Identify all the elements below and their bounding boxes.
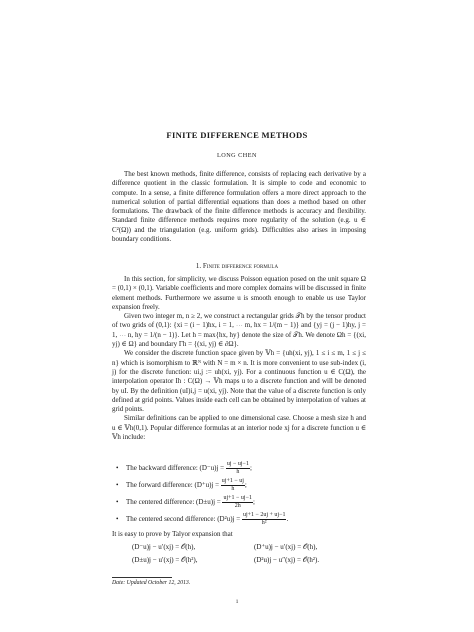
fraction: $\frac{uj+1 - uj}{h}$: [221, 478, 244, 492]
estimate-forward: (D⁺u)j − u′(xj) = 𝒪(h),: [254, 543, 318, 551]
intro-paragraph: The best known methods, finite difference, consists of replacing each derivative by a difference quotient in the classic formulation. It is simple to code and economic to compute. In a sense, a finite difference formulation offers a more direct approach to the numerical solution of partial differential equations than does a method based on other formulations. The drawback of the finite difference methods is accuracy and flexibility. Standard finite difference methods requires more regularity of the solution (e.g. u ∈ C²(Ω)) and the triangulation (e.g. uniform grids). Difficulties also arises in imposing boundary conditions.: [112, 170, 366, 244]
bullet-backward-difference: • The backward difference: (D⁻u)j = $\frac{uj - uj-1}{h}$ ;: [116, 461, 252, 475]
intro-paragraph-block: [112, 170, 366, 244]
bullet-lhs: (D±u)j =: [196, 498, 221, 507]
estimate-centered: (D±u)j − u′(xj) = 𝒪(h²),: [132, 556, 198, 564]
body-block: [112, 275, 366, 442]
bullet-label: The backward difference:: [126, 464, 198, 473]
body-paragraph-1: In this section, for simplicity, we discuss Poisson equation posed on the unit square Ω = (0,1) × (0,1). Variable coefficients and more complex domains will be discussed in finite element methods. Furthermore we assume u is smooth enough to enable us use Taylor expansion freely.: [112, 275, 366, 311]
author-name: LONG CHEN: [216, 152, 258, 159]
body-paragraph-3: We consider the discrete function space given by 𝕍h = {uh(xi, yj), 1 ≤ i ≤ m, 1 ≤ j ≤ n} which is isomorphism to ℝᴺ with N = m × n. It is more convenient to use sub-index (i, j) for the discrete function: ui,j := uh(xi, yj). For a continuous function u ∈ C(Ω), the interpolation operator Ih : C(Ω) → 𝕍h maps u to a discrete function and will be denoted by uI. By the definition (uI)i,j = u(xi, yj). Note that the value of a discrete function is only defined at grid points. Values inside each cell can be obtained by interpolation of values at grid points.: [112, 349, 366, 414]
bullet-centered-second-difference: • The centered second difference: (D²u)j = $\frac{uj+1 - 2uj + uj-1}{\text{h²}}$ .: [116, 512, 289, 526]
paper-title: FINITE DIFFERENCE METHODS: [166, 130, 308, 140]
page-number: 1: [235, 599, 239, 605]
estimate-second: (D²u)j − u″(xj) = 𝒪(h²).: [254, 556, 320, 564]
bullet-forward-difference: • The forward difference: (D⁺u)j = $\frac{uj+1 - uj}{h}$ ;: [116, 478, 247, 492]
section-number: 1.: [195, 262, 202, 270]
taylor-intro: It is easy to prove by Talyor expansion that: [112, 530, 233, 538]
fraction: $\frac{uj+1 - 2uj + uj-1}{\text{h²}}$: [242, 512, 286, 526]
footnote-rule: [112, 577, 172, 578]
bullet-lhs: (D²u)j =: [217, 515, 241, 524]
footnote: Date: Updated October 12, 2013.: [112, 580, 191, 586]
bullet-lhs: (D⁺u)j =: [194, 481, 220, 490]
bullet-label: The centered second difference:: [126, 515, 216, 524]
body-paragraph-4: Similar definitions can be applied to one dimensional case. Choose a mesh size h and u ∈ 𝕍h(0,1). Popular difference formulas at an interior node xj for a discrete function u ∈ 𝕍h include:: [112, 414, 366, 442]
body-paragraph-2: Given two integer m, n ≥ 2, we construct a rectangular grids 𝒯h by the tensor product of two grids of (0,1): {xi = (i − 1)hx, i = 1, ⋯ m, hx = 1/(m − 1)} and {yj = (j − 1)hy, j = 1, ⋯ n, hy = 1/(n − 1)}. Let h = max{hx, hy} denote the size of 𝒯h. We denote Ωh = {(xi, yj) ∈ Ω} and boundary Γh = {(xi, yj) ∈ ∂Ω}.: [112, 312, 366, 349]
fraction: $\frac{uj+1 - uj-1}{2h}$: [223, 495, 252, 509]
estimate-backward: (D⁻u)j − u′(xj) = 𝒪(h),: [132, 543, 196, 551]
fraction: $\frac{uj - uj-1}{h}$: [226, 461, 249, 475]
bullet-centered-difference: • The centered difference: (D±u)j = $\frac{uj+1 - uj-1}{2h}$ ;: [116, 495, 255, 509]
bullet-label: The forward difference:: [126, 481, 193, 490]
bullet-lhs: (D⁻u)j =: [199, 464, 225, 473]
bullet-label: The centered difference:: [126, 498, 195, 507]
section-title: Finite difference formula: [202, 262, 279, 270]
section-heading: [0, 262, 474, 270]
